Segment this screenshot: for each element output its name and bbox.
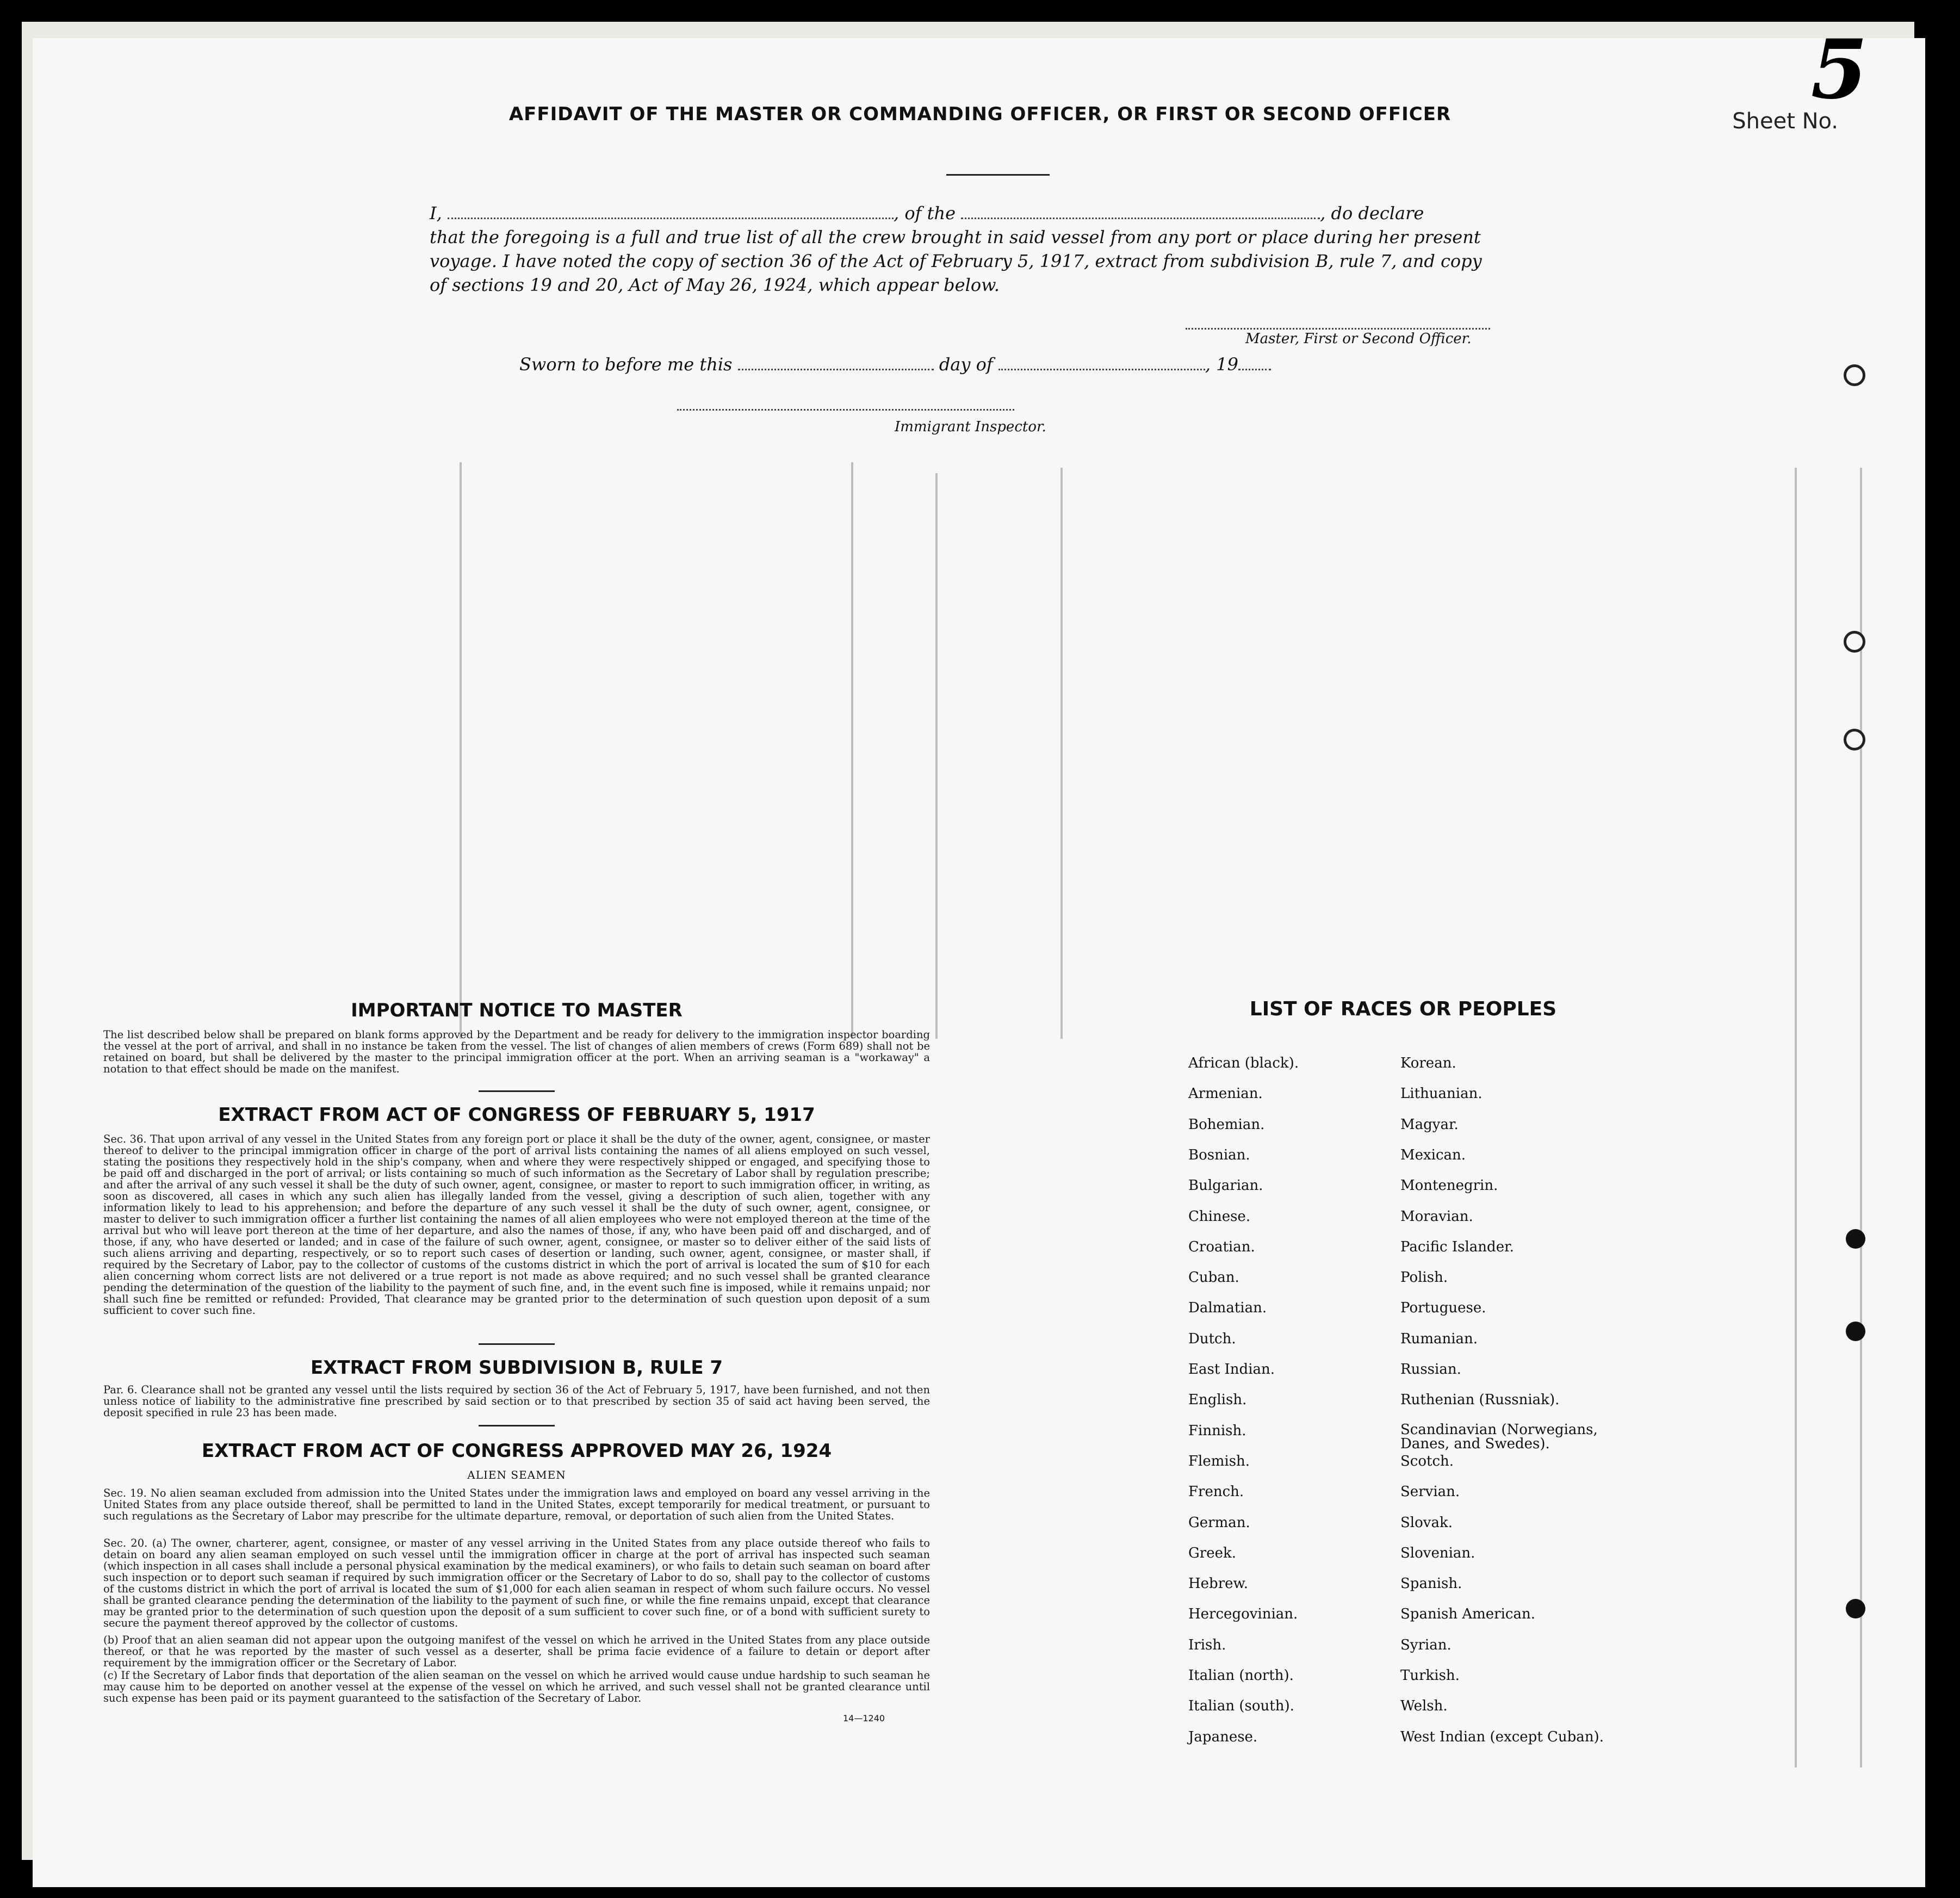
race-item: Slovak. [1400, 1514, 1453, 1531]
race-item: Slovenian. [1400, 1545, 1475, 1561]
punch-hole-icon [1844, 364, 1865, 386]
race-item: German. [1188, 1514, 1250, 1531]
race-item: Russian. [1400, 1361, 1461, 1378]
race-item: Servian. [1400, 1484, 1460, 1500]
extract-1917-title: EXTRACT FROM ACT OF CONGRESS OF FEBRUARY 5, 1917 [218, 1104, 815, 1126]
affidavit-line-1 [430, 201, 1539, 225]
race-item: Montenegrin. [1400, 1177, 1498, 1194]
affidavit-line-4: of sections 19 and 20, Act of May 26, 1924, which appear below. [430, 275, 1000, 295]
race-item: East Indian. [1188, 1361, 1275, 1378]
affidavit-line-3: voyage. I have noted the copy of section 36 of the Act of February 5, 1917, extract from subdivision B, rule 7, and copy [430, 251, 1482, 271]
form-number: 14—1240 [843, 1713, 885, 1723]
page-title: AFFIDAVIT OF THE MASTER OR COMMANDING OFFICER, OR FIRST OR SECOND OFFICER [508, 103, 1452, 125]
race-item: Chinese. [1188, 1208, 1251, 1225]
race-item: Syrian. [1400, 1636, 1452, 1653]
race-item: Mexican. [1400, 1146, 1466, 1163]
affidavit-do-declare: , do declare [1320, 203, 1424, 224]
race-item: Italian (north). [1188, 1667, 1294, 1684]
race-item: African (black). [1188, 1055, 1299, 1071]
extract-1924-subtitle: ALIEN SEAMEN [467, 1468, 566, 1481]
sworn-day-blank[interactable] [738, 355, 934, 370]
sec19-text: Sec. 19. No alien seaman excluded from admission into the United States under the immigration laws and employed on board any vessel arriving in the United States from any place outside thereof, shall be permitted to land in the United States, except temporarily for medical treatment, or pursuant to such regulations as the Secretary of Labor may prescribe for the ultimate departure, removal, or deportation of such alien from the United States. [103, 1487, 930, 1522]
extract-rule7-body: Par. 6. Clearance shall not be granted any vessel until the lists required by section 36 of the Act of February 5, 1917, have been furnished, and not then unless notice of liability to the administrative fine prescribed by said section or to that prescribed by section 35 of said act having been served, the deposit specified in rule 23 has been made. [103, 1384, 930, 1419]
race-item: Finnish. [1188, 1422, 1246, 1439]
race-item: Polish. [1400, 1269, 1448, 1286]
race-item: Magyar. [1400, 1116, 1459, 1133]
name-blank[interactable] [448, 203, 894, 219]
race-item: Japanese. [1188, 1728, 1258, 1745]
affidavit-i: I, [430, 203, 442, 224]
bleed-line [1795, 468, 1797, 1767]
race-item: Hercegovinian. [1188, 1606, 1298, 1623]
race-item: Flemish. [1188, 1453, 1250, 1469]
race-item: Italian (south). [1188, 1698, 1294, 1715]
sworn-text-b: day of [939, 354, 993, 375]
sworn-year-blank[interactable] [1238, 355, 1271, 370]
sworn-month-blank[interactable] [998, 355, 1205, 370]
race-item: Turkish. [1400, 1667, 1460, 1684]
race-item: Spanish. [1400, 1576, 1462, 1592]
master-signature-line[interactable] [1186, 328, 1490, 330]
sworn-line [519, 352, 1335, 376]
bleed-line [1060, 468, 1063, 1039]
sworn-text-a: Sworn to before me this [519, 354, 733, 375]
race-item: Hebrew. [1188, 1576, 1248, 1592]
race-item: Cuban. [1188, 1269, 1239, 1286]
punch-hole-icon [1846, 1599, 1865, 1618]
race-item: Welsh. [1400, 1698, 1448, 1715]
race-item: Ruthenian (Russniak). [1400, 1392, 1560, 1409]
race-item: Scotch. [1400, 1453, 1454, 1469]
sheet-label: Sheet No. [1732, 109, 1838, 134]
extract-1917-body: Sec. 36. That upon arrival of any vessel in the United States from any foreign port or place it shall be the duty of the owner, agent, consignee, or master thereof to deliver to the principal immigration officer in charge of the port of arrival lists containing the names of all aliens employed on such vessel, stating the positions they respectively hold in the ship's company, when and where they were respectively shipped or engaged, and specifying those to be paid off and discharged in the port of arrival; or lists containing so much of such information as the Secretary of Labor shall by regulation prescribe; and after the arrival of any such vessel it shall be the duty of such owner, agent, consignee, or master to report to such immigration officer, in writing, as soon as discovered, all cases in which any such alien has illegally landed from the vessel, giving a description of such alien, together with any information likely to lead to his apprehension; and before the departure of any such vessel it shall be the duty of such owner, agent, consignee, or master to deliver to such immigration officer a further list containing the names of all alien employees who were not employed thereon at the time of the arrival but who will leave port thereon at the time of her departure, and also the names of those, if any, who have been paid off and discharged, and of those, if any, who have deserted or landed; and in case of the failure of such owner, agent, consignee, or master so to deliver either of the said lists of such aliens arriving and departing, respectively, or so to report such cases of desertion or landing, such owner, agent, consignee, or master shall, if required by the Secretary of Labor, pay to the collector of customs of the customs district in which the port of arrival is located the sum of $10 for each alien concerning whom correct lists are not delivered or a true report is not made as above required; and no such vessel shall be granted clearance pending the determination of the question of the liability to the payment of such fine, and, in the event such fine is imposed, while it remains unpaid; nor shall such fine be remitted or refunded: Provided, That clearance may be granted prior to the determination of such question upon deposit of a sum sufficient to cover such fine. [103, 1133, 930, 1317]
inspector-caption: Immigrant Inspector. [895, 419, 1046, 435]
bleed-line [460, 462, 462, 1039]
bleed-line [935, 473, 938, 1039]
race-item: Spanish American. [1400, 1606, 1536, 1623]
vessel-blank[interactable] [961, 203, 1320, 219]
sec20a-text: Sec. 20. (a) The owner, charterer, agent, consignee, or master of any vessel arriving in the United States from any place outside thereof who fails to detain on board any alien seaman employed on such vessel until the immigration officer in charge at the port of arrival has inspected such seaman (which inspection in all cases shall include a personal physical examination by the medical examiners), or who fails to detain such seaman on board after such inspection or to deport such seaman if required by such immigration officer or the Secretary of Labor to do so, shall pay to the collector of customs of the customs district in which the port of arrival is located the sum of $1,000 for each alien seaman in respect of whom such failure occurs. No vessel shall be granted clearance pending the determination of the liability to the payment of such fine, or while the fine remains unpaid, except that clearance may be granted prior to the determination of such question upon the deposit of a sum sufficient to cover such fine, or of a bond with sufficient surety to secure the payment thereof approved by the collector of customs. [103, 1537, 930, 1629]
race-item: West Indian (except Cuban). [1400, 1728, 1604, 1745]
bleed-line [1860, 468, 1862, 1767]
race-item: Lithuanian. [1400, 1086, 1483, 1102]
race-item: Armenian. [1188, 1086, 1263, 1102]
punch-hole-icon [1846, 1229, 1865, 1249]
punch-hole-icon [1844, 729, 1865, 750]
section-rule [479, 1090, 555, 1092]
sheet-number: 5 [1810, 22, 1868, 117]
master-caption: Master, First or Second Officer. [1245, 331, 1472, 347]
punch-hole-icon [1844, 631, 1865, 653]
title-rule [946, 174, 1050, 176]
race-item: French. [1188, 1484, 1244, 1500]
race-item: English. [1188, 1392, 1247, 1409]
race-item: Korean. [1400, 1055, 1456, 1071]
extract-1924-title: EXTRACT FROM ACT OF CONGRESS APPROVED MAY 26, 1924 [201, 1440, 832, 1462]
race-item: Portuguese. [1400, 1300, 1486, 1317]
race-item: Rumanian. [1400, 1330, 1478, 1347]
section-rule [479, 1343, 555, 1345]
race-item: Pacific Islander. [1400, 1238, 1514, 1255]
bleed-line [851, 462, 853, 1039]
notice-title: IMPORTANT NOTICE TO MASTER [351, 1000, 683, 1021]
race-item: Scandinavian (Norwegians, Danes, and Swedes). [1400, 1421, 1598, 1452]
affidavit-line-2: that the foregoing is a full and true list of all the crew brought in said vessel from any port or place during her present [430, 227, 1481, 247]
races-title: LIST OF RACES OR PEOPLES [1249, 998, 1557, 1020]
race-item: Bosnian. [1188, 1146, 1250, 1163]
race-item: Moravian. [1400, 1208, 1473, 1225]
sec20b-text: (b) Proof that an alien seaman did not appear upon the outgoing manifest of the vessel on which he arrived in the United States from any place outside thereof, or that he was reported by the master of such vessel as a deserter, shall be prima facie evidence of a failure to detain or deport after requirement by the immigration officer or the Secretary of Labor. [103, 1634, 930, 1669]
sworn-text-c: , 19 [1205, 354, 1238, 375]
race-item: Greek. [1188, 1545, 1236, 1561]
affidavit-of-the: , of the [893, 203, 956, 224]
section-rule [479, 1425, 555, 1426]
race-item: Bulgarian. [1188, 1177, 1263, 1194]
sec20c-text: (c) If the Secretary of Labor finds that deportation of the alien seaman on the vessel on which he arrived would cause undue hardship to such seaman he may cause him to be deported on another vessel at the expense of the vessel on which he arrived, and such vessel shall not be granted clearance until such expense has been paid or its payment guaranteed to the satisfaction of the Secretary of Labor. [103, 1669, 930, 1704]
race-item: Dalmatian. [1188, 1300, 1267, 1317]
inspector-signature-line[interactable] [677, 409, 1014, 411]
punch-hole-icon [1846, 1322, 1865, 1341]
race-item: Croatian. [1188, 1238, 1255, 1255]
notice-body: The list described below shall be prepared on blank forms approved by the Department and be ready for delivery to the immigration inspector boarding the vessel at the port of arrival, and shall in no instance be taken from the vessel. The list of changes of alien members of crews (Form 689) shall not be retained on board, but shall be delivered by the master to the principal immigration officer at the port. When an arriving seaman is a "workaway" a notation to that effect should be made on the manifest. [103, 1028, 930, 1075]
extract-rule7-title: EXTRACT FROM SUBDIVISION B, RULE 7 [310, 1357, 723, 1379]
race-item: Dutch. [1188, 1330, 1236, 1347]
race-item: Bohemian. [1188, 1116, 1265, 1133]
race-item: Irish. [1188, 1636, 1226, 1653]
